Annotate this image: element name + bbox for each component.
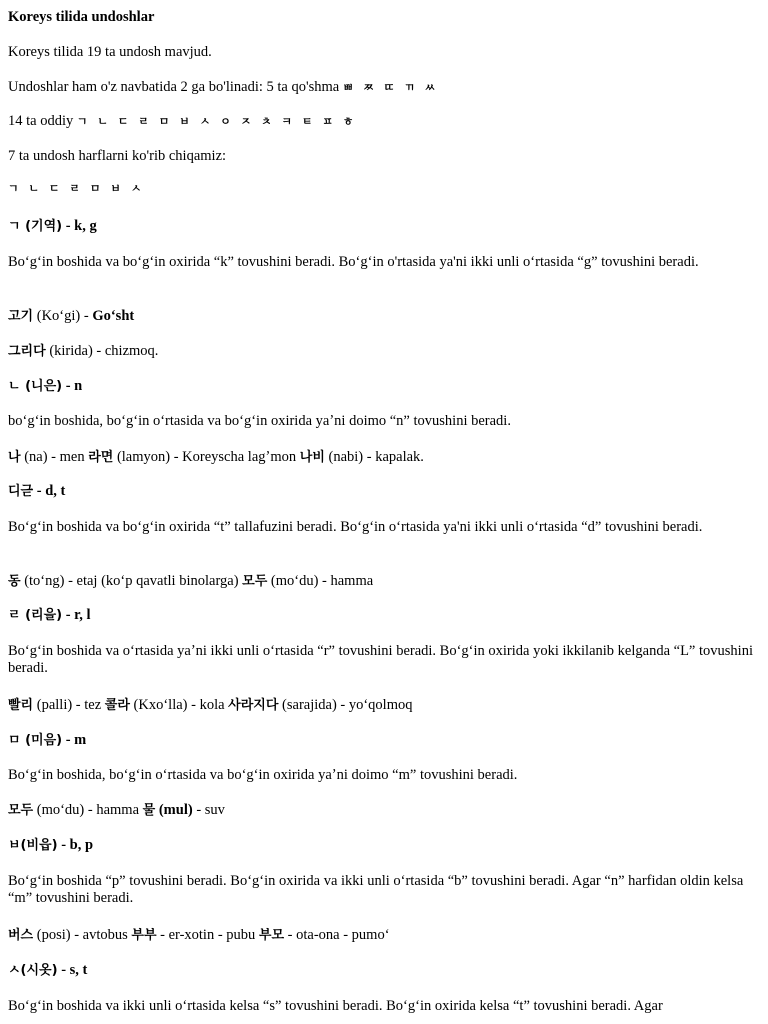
heading-digeut-sounds: - d, t	[36, 483, 66, 499]
heading-rieul-sounds: - r, l	[65, 607, 91, 623]
example-palli-text: (palli) - tez	[36, 697, 102, 713]
heading-nieun	[8, 378, 762, 395]
double-consonants-letters: ㅃ ㅉ ㄸ ㄲ ㅆ	[342, 81, 439, 94]
example-mul-reading: (mul)	[158, 802, 193, 818]
heading-mieum-sounds: - m	[65, 732, 87, 748]
examples-nieun	[8, 449, 762, 466]
heading-digeut	[8, 483, 762, 500]
example-gogi	[8, 308, 762, 325]
example-pumo-korean: 부모	[258, 928, 285, 943]
paragraph-simple-consonants	[8, 113, 762, 130]
example-sarajida-text: (sarajida) - yoʻqolmoq	[282, 697, 413, 713]
heading-siot	[8, 962, 762, 979]
example-gogi-korean: 고기	[8, 309, 34, 324]
heading-nieun-sounds: - n	[65, 378, 83, 394]
example-kirida	[8, 343, 762, 360]
example-mul-text: - suv	[196, 802, 225, 818]
paragraph-bieup: Boʻgʻin boshida “p” tovushini beradi. Boʻgʻin oxirida va ikki unli oʻrtasida “b” tovushini beradi. Agar “n” harfidan oldin kelsa “m” tovushini beradi.	[8, 873, 744, 907]
heading-bieup	[8, 837, 762, 854]
example-posi-korean: 버스	[8, 928, 34, 943]
document-title: Koreys tilida undoshlar	[8, 9, 155, 25]
simple-consonants-letters: ㄱ ㄴ ㄷ ㄹ ㅁ ㅂ ㅅ ㅇ ㅈ ㅊ ㅋ ㅌ ㅍ ㅎ	[76, 115, 357, 128]
example-nabi-korean: 나비	[299, 450, 325, 465]
example-tong-text: (toʻng) - etaj (koʻp qavatli binolarga)	[24, 573, 239, 589]
example-posi-text: (posi) - avtobus	[36, 927, 128, 943]
heading-giyeok-korean: ㄱ (기역)	[8, 219, 63, 234]
example-pumo-text: - ota-ona - pumoʻ	[287, 927, 390, 943]
example-modu-text: (moʻdu) - hamma	[270, 573, 374, 589]
paragraph-siot: Boʻgʻin boshida va ikki unli oʻrtasida kelsa “s” tovushini beradi. Boʻgʻin oxirida kelsa “t” tovushini beradi. Agar	[8, 998, 663, 1014]
example-na-korean: 나	[8, 450, 21, 465]
example-mul-korean: 물	[142, 803, 156, 818]
example-sarajida-korean: 사라지다	[228, 698, 279, 713]
example-modu-korean: 모두	[242, 574, 268, 589]
example-modu2-text: (moʻdu) - hamma	[36, 802, 140, 818]
example-kirida-korean: 그리다	[8, 344, 46, 359]
heading-bieup-korean: ㅂ(비읍)	[8, 838, 58, 853]
paragraph-digeut: Boʻgʻin boshida va boʻgʻin oxirida “t” tallafuzini beradi. Boʻgʻin oʻrtasida ya'ni ikki unli oʻrtasida “d” tovushini beradi.	[8, 519, 703, 535]
double-consonants-text: Undoshlar ham o'z navbatida 2 ga bo'linadi: 5 ta qo'shma	[8, 79, 340, 95]
examples-rieul	[8, 697, 762, 714]
heading-rieul	[8, 607, 762, 624]
heading-siot-korean: ㅅ(시옷)	[8, 963, 58, 978]
example-tong-korean: 동	[8, 574, 21, 589]
heading-giyeok-sounds: - k, g	[65, 218, 97, 234]
simple-consonants-text: 14 ta oddiy	[8, 113, 74, 129]
paragraph-rieul: Boʻgʻin boshida va oʻrtasida yaʼni ikki unli oʻrtasida “r” tovushini beradi. Boʻgʻin oxirida yoki ikkilanib kelganda “L” tovushini beradi.	[8, 643, 753, 677]
example-kola-text: (Kxoʻlla) - kola	[133, 697, 225, 713]
examples-mieum	[8, 802, 762, 819]
heading-bieup-sounds: - b, p	[61, 837, 94, 853]
paragraph-mieum: Boʻgʻin boshida, boʻgʻin oʻrtasida va boʻgʻin oxirida yaʼni doimo “m” tovushini beradi.	[8, 767, 518, 783]
paragraph-nieun: boʻgʻin boshida, boʻgʻin oʻrtasida va boʻgʻin oxirida yaʼni doimo “n” tovushini beradi.	[8, 413, 511, 429]
heading-giyeok	[8, 218, 762, 235]
paragraph-double-consonants	[8, 79, 762, 96]
paragraph-consonant-count: Koreys tilida 19 ta undosh mavjud.	[8, 44, 212, 60]
heading-rieul-korean: ㄹ (리을)	[8, 608, 63, 623]
heading-mieum-korean: ㅁ (미음)	[8, 733, 63, 748]
example-nabi-text: (nabi) - kapalak.	[328, 449, 424, 465]
paragraph-intro-seven: 7 ta undosh harflarni ko'rib chiqamiz:	[8, 148, 227, 164]
example-gogi-reading: (Koʻgi) -	[36, 308, 89, 324]
example-kola-korean: 콜라	[104, 698, 130, 713]
example-modu2-korean: 모두	[8, 803, 34, 818]
heading-digeut-korean: 디귿	[8, 484, 34, 499]
paragraph-giyeok: Boʻgʻin boshida va boʻgʻin oxirida “k” tovushini beradi. Boʻgʻin o'rtasida ya'ni ikki unli oʻrtasida “g” tovushini beradi.	[8, 254, 699, 270]
example-pubu-korean: 부부	[131, 928, 157, 943]
example-kirida-text: (kirida) - chizmoq.	[49, 343, 159, 359]
seven-consonants-letters: ㄱ ㄴ ㄷ ㄹ ㅁ ㅂ ㅅ	[8, 182, 145, 195]
example-lamyon-text: (lamyon) - Koreyscha lagʼmon	[116, 449, 297, 465]
examples-bieup	[8, 927, 762, 944]
example-lamyon-korean: 라면	[88, 450, 114, 465]
example-palli-korean: 빨리	[8, 698, 34, 713]
example-gogi-meaning: Goʻsht	[92, 308, 135, 324]
example-pubu-text: - er-xotin - pubu	[160, 927, 256, 943]
heading-siot-sounds: - s, t	[61, 962, 88, 978]
examples-digeut	[8, 573, 762, 590]
heading-nieun-korean: ㄴ (니은)	[8, 379, 63, 394]
example-na-text: (na) - men	[24, 449, 85, 465]
heading-mieum	[8, 732, 762, 749]
